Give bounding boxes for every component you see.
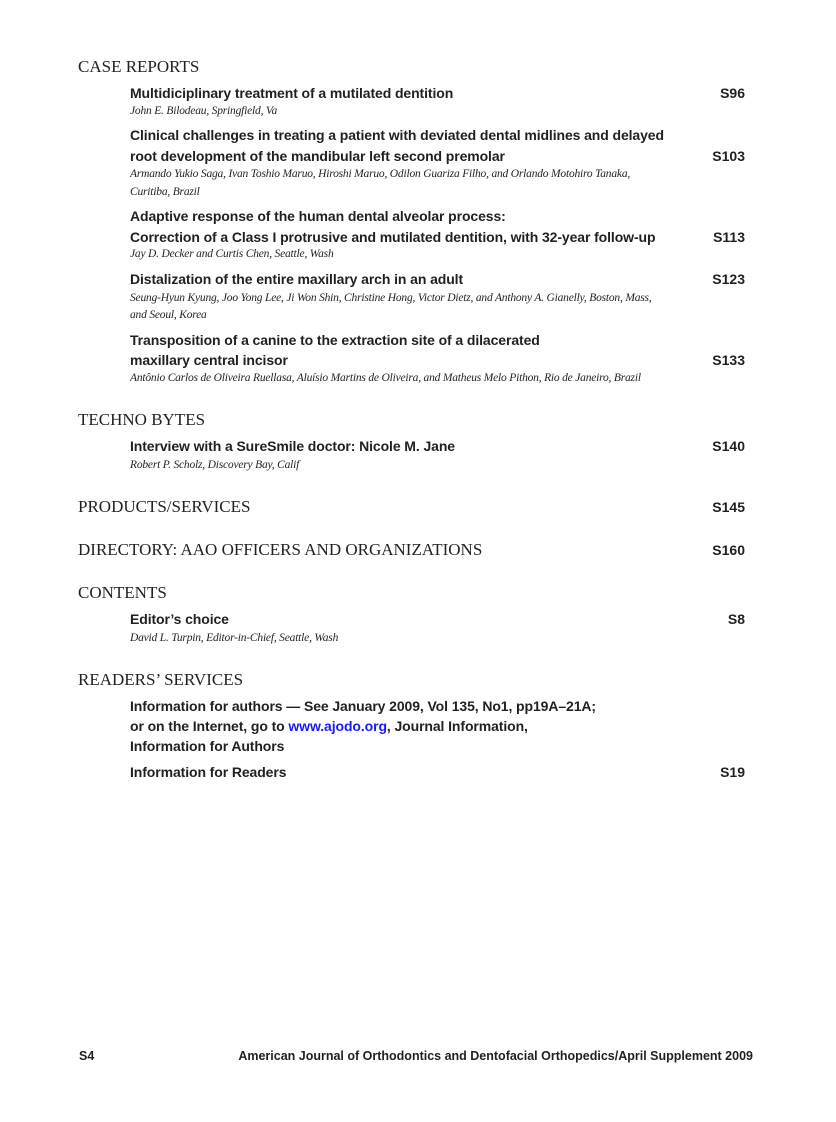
section-heading-readers-services: READERS’ SERVICES bbox=[78, 670, 244, 689]
page-number: S133 bbox=[712, 352, 745, 368]
page-number: S140 bbox=[712, 438, 745, 454]
article-authors: Antônio Carlos de Oliveira Ruellasa, Aluísio Martins de Oliveira, and Matheus Melo Pithon, Rio de Janeiro, Brazil bbox=[130, 372, 641, 384]
article-title[interactable]: Clinical challenges in treating a patient with deviated dental midlines and delayed bbox=[130, 127, 664, 143]
section-heading-case-reports: CASE REPORTS bbox=[78, 57, 200, 76]
page-number: S19 bbox=[720, 764, 745, 780]
article-authors: Robert P. Scholz, Discovery Bay, Calif bbox=[130, 459, 300, 471]
article-title[interactable]: Distalization of the entire maxillary arch in an adult bbox=[130, 271, 464, 287]
info-text: or on the Internet, go to bbox=[130, 718, 289, 734]
article-authors: Armando Yukio Saga, Ivan Toshio Maruo, Hiroshi Maruo, Odilon Guariza Filho, and Orlando Motohiro Tanaka, bbox=[130, 168, 631, 180]
page-number: S145 bbox=[712, 499, 745, 515]
page-number: S113 bbox=[713, 229, 745, 245]
article-title[interactable]: Correction of a Class I protrusive and mutilated dentition, with 32-year follow-up bbox=[130, 229, 656, 245]
article-authors: David L. Turpin, Editor-in-Chief, Seattle, Wash bbox=[130, 632, 339, 644]
section-heading-directory: DIRECTORY: AAO OFFICERS AND ORGANIZATIONS bbox=[78, 540, 483, 559]
section-heading-contents: CONTENTS bbox=[78, 583, 167, 602]
article-title[interactable]: Editor’s choice bbox=[130, 611, 229, 627]
page-number: S103 bbox=[712, 148, 745, 164]
footer-page-number: S4 bbox=[79, 1049, 95, 1063]
ajodo-link[interactable]: www.ajodo.org bbox=[288, 718, 387, 734]
article-title[interactable]: maxillary central incisor bbox=[130, 352, 288, 368]
article-authors: Curitiba, Brazil bbox=[130, 186, 200, 198]
article-authors: Jay D. Decker and Curtis Chen, Seattle, Wash bbox=[130, 248, 334, 260]
article-title[interactable]: Transposition of a canine to the extraction site of a dilacerated bbox=[130, 332, 540, 348]
article-title[interactable]: root development of the mandibular left second premolar bbox=[130, 148, 505, 164]
page-number: S8 bbox=[727, 611, 745, 627]
page-number: S123 bbox=[712, 271, 745, 287]
section-heading-products: PRODUCTS/SERVICES bbox=[78, 497, 251, 516]
page-number: S160 bbox=[712, 542, 745, 558]
authors-info-line: Information for authors — See January 2009, Vol 135, No1, pp19A–21A; bbox=[130, 698, 596, 714]
article-title[interactable]: Interview with a SureSmile doctor: Nicole M. Jane bbox=[130, 438, 455, 454]
footer-journal-title: American Journal of Orthodontics and Dentofacial Orthopedics/April Supplement 2009 bbox=[238, 1049, 753, 1063]
article-title[interactable]: Information for Readers bbox=[130, 764, 287, 780]
section-heading-techno-bytes: TECHNO BYTES bbox=[78, 410, 206, 429]
article-title[interactable]: Adaptive response of the human dental alveolar process: bbox=[130, 208, 506, 224]
authors-info-line: Information for Authors bbox=[130, 738, 285, 754]
article-authors: Seung-Hyun Kyung, Joo Yong Lee, Ji Won Shin, Christine Hong, Victor Dietz, and Anthony A. Gianelly, Boston, Mass, bbox=[130, 292, 652, 304]
article-authors: John E. Bilodeau, Springfield, Va bbox=[130, 105, 278, 117]
page-number: S96 bbox=[720, 85, 745, 101]
article-authors: and Seoul, Korea bbox=[130, 309, 207, 321]
article-title[interactable]: Multidiciplinary treatment of a mutilated dentition bbox=[130, 85, 454, 101]
authors-info-line bbox=[130, 717, 528, 735]
info-text: , Journal Information, bbox=[386, 718, 528, 734]
